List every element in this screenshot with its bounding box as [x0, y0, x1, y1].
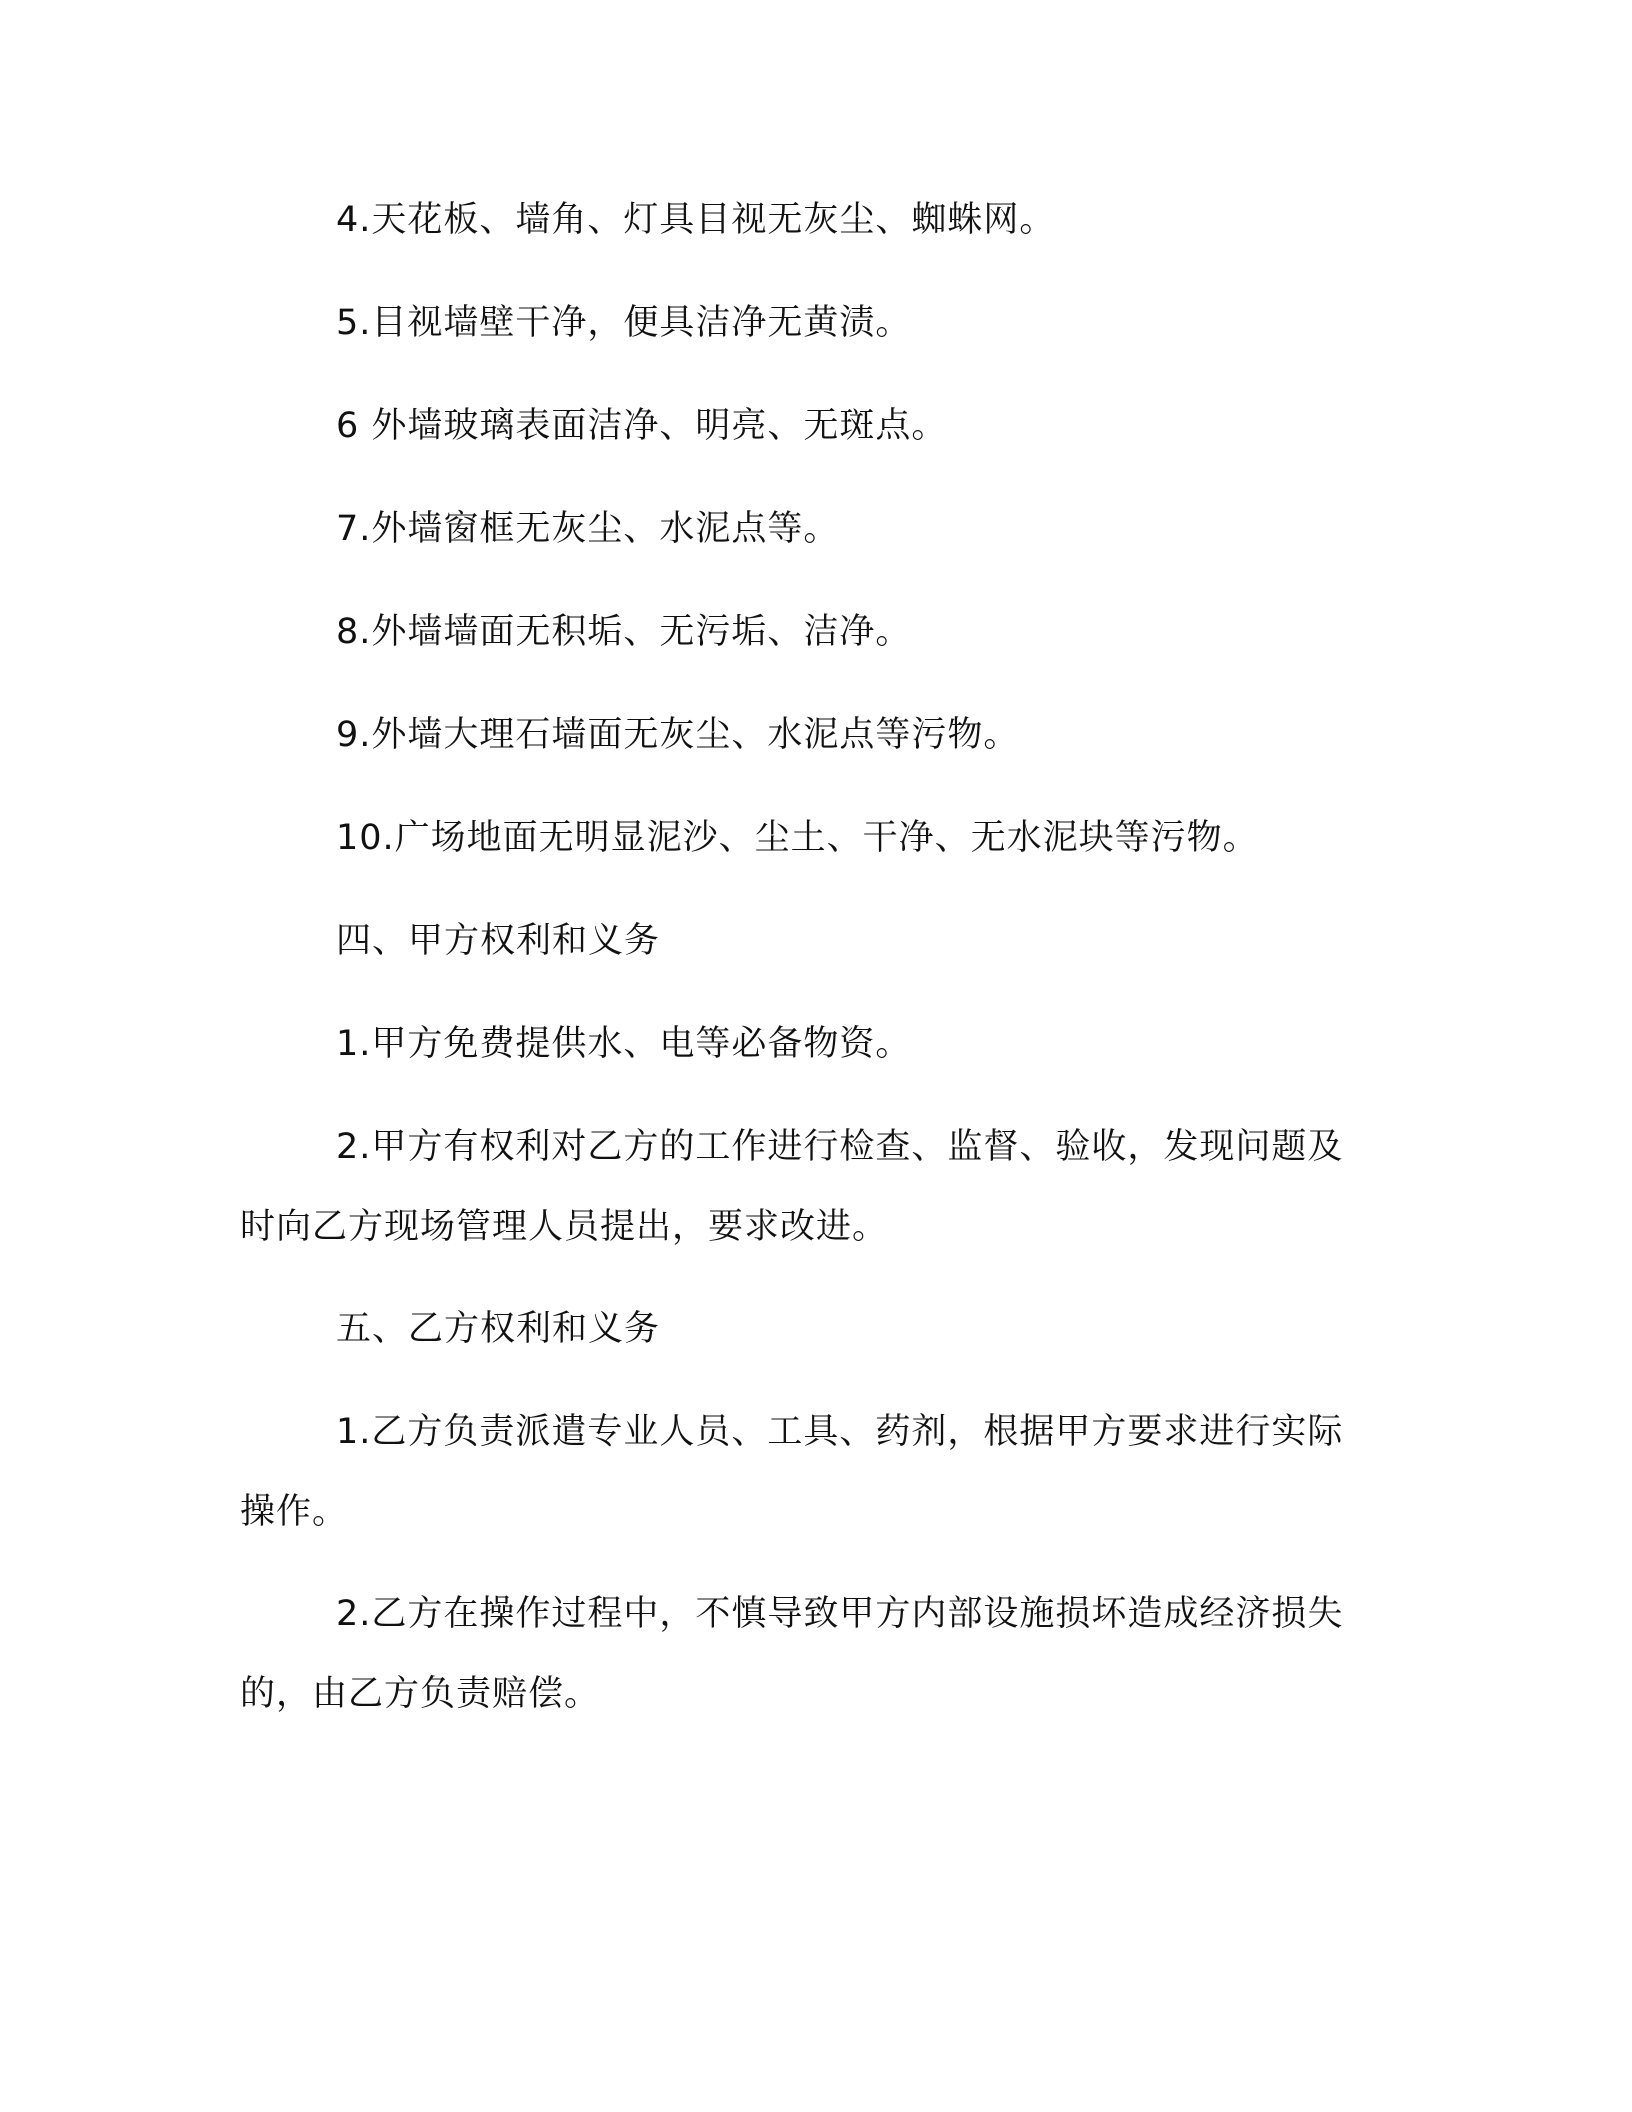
section-heading-party-b: 五、乙方权利和义务 [336, 1309, 661, 1349]
paragraph-item-10: 10.广场地面无明显泥沙、尘土、干净、无水泥块等污物。 [336, 818, 1259, 858]
party-b-item-1: 1.乙方负责派遣专业人员、工具、药剂，根据甲方要求进行实际操作。 [240, 1412, 1344, 1532]
paragraph-item-8: 8.外墙墙面无积垢、无污垢、洁净。 [336, 612, 912, 652]
paragraph-item-5: 5.目视墙壁干净，便具洁净无黄渍。 [336, 303, 912, 343]
section-heading-party-a: 四、甲方权利和义务 [336, 921, 661, 961]
party-b-item-2: 2.乙方在操作过程中，不慎导致甲方内部设施损坏造成经济损失的，由乙方负责赔偿。 [240, 1594, 1344, 1714]
paragraph-item-6: 6 外墙玻璃表面洁净、明亮、无斑点。 [336, 406, 948, 446]
paragraph-item-4: 4.天花板、墙角、灯具目视无灰尘、蜘蛛网。 [336, 200, 1056, 240]
party-a-item-2: 2.甲方有权利对乙方的工作进行检查、监督、验收，发现问题及时向乙方现场管理人员提出，要求改进。 [240, 1127, 1344, 1247]
paragraph-item-7: 7.外墙窗框无灰尘、水泥点等。 [336, 509, 840, 549]
paragraph-item-9: 9.外墙大理石墙面无灰尘、水泥点等污物。 [336, 715, 1020, 755]
party-a-item-1: 1.甲方免费提供水、电等必备物资。 [336, 1024, 912, 1064]
